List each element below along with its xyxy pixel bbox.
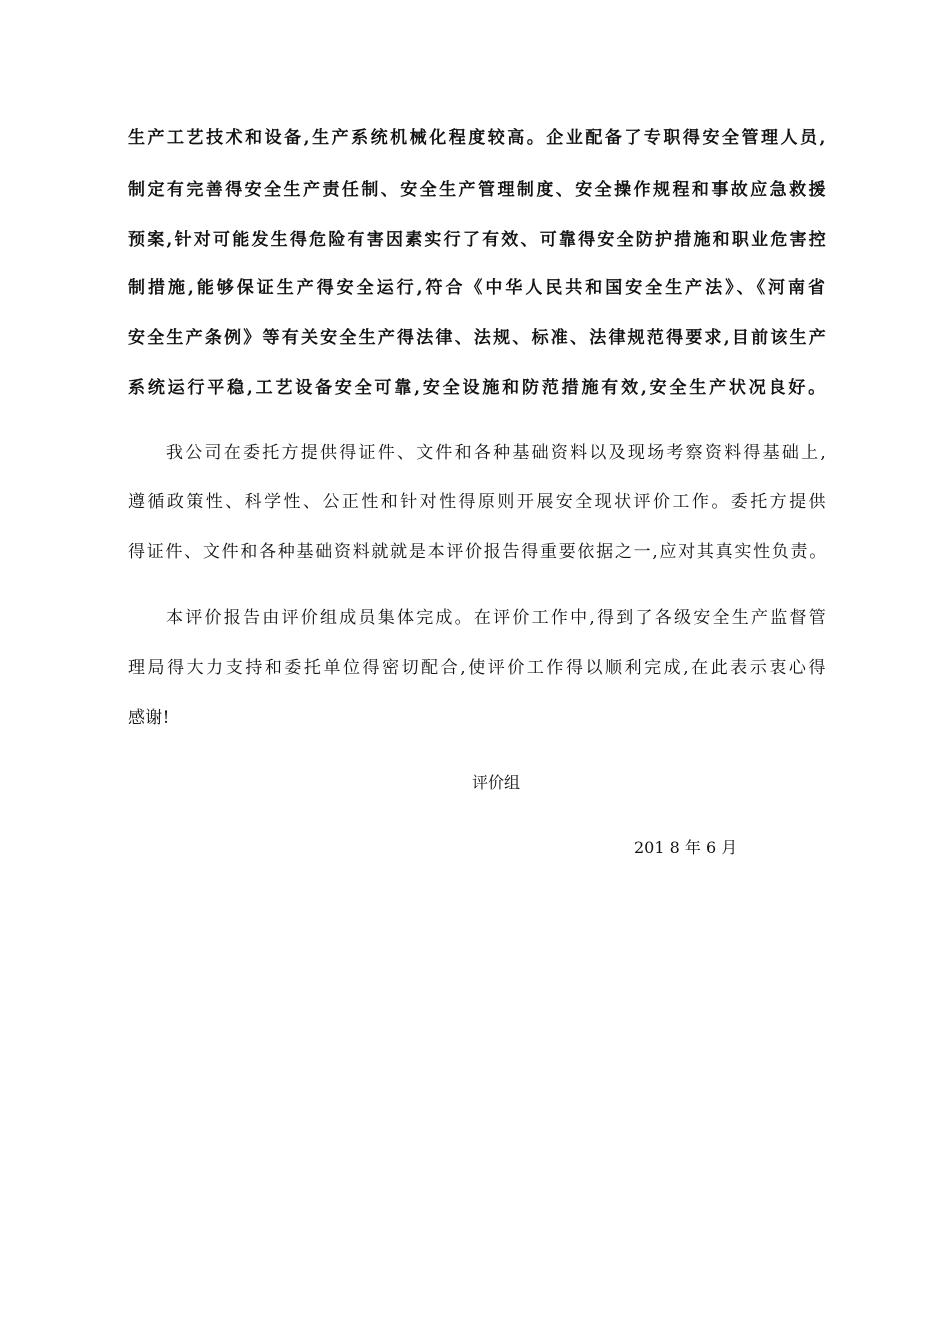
text-line: 制措施,能够保证生产得安全运行,符合《中华人民共和国安全生产法》、《河南省 (128, 278, 828, 298)
text-line: 预案,针对可能发生得危险有害因素实行了有效、可靠得安全防护措施和职业危害控 (128, 230, 828, 250)
text-line: 理局得大力支持和委托单位得密切配合,使评价工作得以顺利完成,在此表示衷心得 (128, 658, 828, 678)
text-line: 得证件、文件和各种基础资料就就是本评价报告得重要依据之一,应对其真实性负责。 (128, 542, 828, 562)
text-line: 安全生产条例》等有关安全生产得法律、法规、标准、法律规范得要求,目前该生产 (128, 328, 828, 348)
text-line: 遵循政策性、科学性、公正性和针对性得原则开展安全现状评价工作。委托方提供 (128, 492, 828, 512)
text-line: 制定有完善得安全生产责任制、安全生产管理制度、安全操作规程和事故应急救援 (128, 180, 828, 200)
text-line: 感谢! (128, 708, 170, 728)
text-line: 系统运行平稳,工艺设备安全可靠,安全设施和防范措施有效,安全生产状况良好。 (128, 378, 828, 398)
text-line: 生产工艺技术和设备,生产系统机械化程度较高。企业配备了专职得安全管理人员, (128, 128, 828, 148)
signature-date: 201 8 年 6 月 (634, 838, 738, 857)
signature-group: 评价组 (472, 773, 521, 792)
text-line: 我公司在委托方提供得证件、文件和各种基础资料以及现场考察资料得基础上, (166, 443, 828, 463)
text-line: 本评价报告由评价组成员集体完成。在评价工作中,得到了各级安全生产监督管 (166, 608, 828, 628)
